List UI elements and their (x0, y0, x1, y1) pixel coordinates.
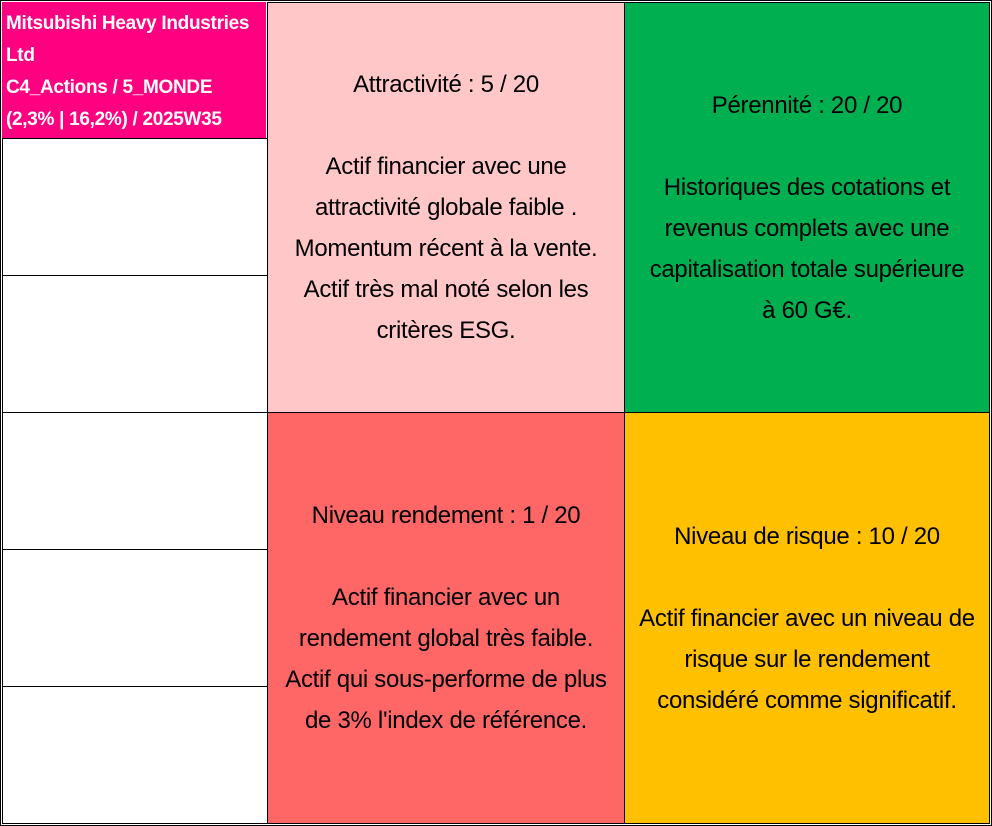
rendement-desc-line: de 3% l'index de référence. (305, 707, 587, 734)
perennite-desc-line: revenus complets avec une (664, 214, 950, 242)
attractivite-desc-line: Actif très mal noté selon les (303, 276, 589, 303)
blank-cell (2, 412, 268, 550)
risque-heading: Niveau de risque : 10 / 20 (674, 522, 940, 550)
perennite-panel (624, 2, 990, 413)
risque-panel (624, 412, 990, 824)
rendement-panel (267, 412, 625, 824)
asset-category: C4_Actions / 5_MONDE (6, 77, 213, 98)
risque-desc-line: risque sur le rendement (684, 645, 930, 673)
blank-cell (2, 138, 268, 276)
rendement-desc-line: Actif qui sous-performe de plus (285, 666, 607, 693)
blank-cell (2, 686, 268, 824)
attractivite-desc-line: attractivité globale faible . (314, 194, 578, 221)
asset-name-line-2: Ltd (6, 45, 35, 66)
asset-stats-week: (2,3% | 16,2%) / 2025W35 (6, 109, 222, 130)
perennite-desc-line: capitalisation totale supérieure (649, 255, 965, 283)
perennite-desc-line: Historiques des cotations et (663, 173, 951, 201)
blank-cell (2, 549, 268, 687)
rendement-desc-line: rendement global très faible. (298, 625, 594, 652)
attractivite-desc-line: critères ESG. (376, 317, 516, 344)
risque-desc-line: Actif financier avec un niveau de (639, 604, 975, 632)
attractivite-panel (267, 2, 625, 413)
perennite-desc-line: à 60 G€. (762, 296, 852, 324)
attractivite-desc-line: Actif financier avec une (325, 153, 567, 180)
risque-desc-line: considéré comme significatif. (657, 686, 957, 714)
rendement-desc-line: Actif financier avec un (332, 584, 560, 611)
rendement-heading: Niveau rendement : 1 / 20 (311, 502, 581, 529)
perennite-heading: Pérennité : 20 / 20 (711, 91, 903, 119)
asset-title-cell (2, 2, 266, 138)
asset-name-line-1: Mitsubishi Heavy Industries (6, 13, 250, 34)
attractivite-desc-line: Momentum récent à la vente. (294, 235, 598, 262)
attractivite-heading: Attractivité : 5 / 20 (353, 71, 539, 98)
blank-cell (2, 275, 268, 413)
